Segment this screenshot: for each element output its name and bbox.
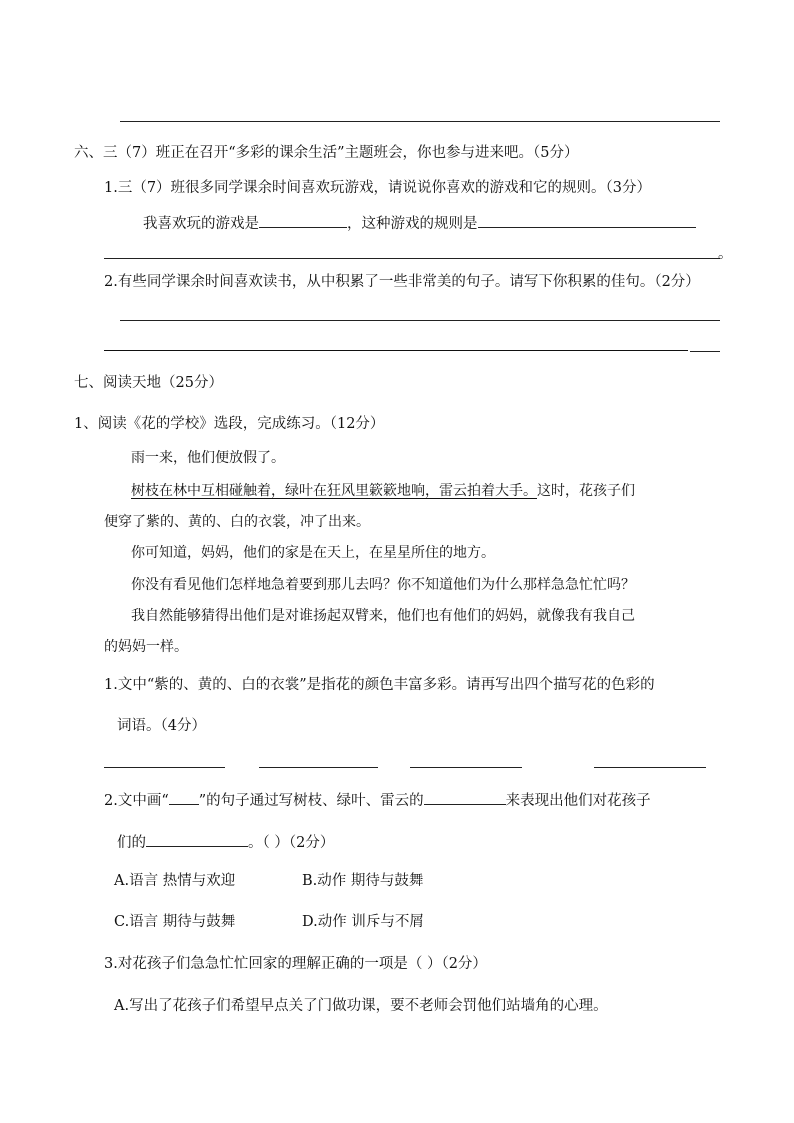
game-name-blank[interactable] [259,211,347,228]
sentence-answer-line-1[interactable] [120,320,720,321]
sentence-answer-line-2[interactable] [104,350,688,351]
r1-q2-part3: 来表现出他们对花孩子 [505,793,651,809]
r1-q2-line2-part1: 们的 [117,835,146,851]
underline-marker [169,792,199,805]
section-7-title: 七、阅读天地（25分） [74,375,223,391]
color-word-blank-1[interactable] [104,767,225,768]
r1-q2-option-c[interactable]: C.语言 期待与鼓舞 [114,914,236,930]
r1-q3-option-a[interactable]: A.写出了花孩子们希望早点关了门做功课，要不老师会罚他们站墙角的心理。 [114,998,608,1014]
r1-q2-line2-part2: 。（ ）（2分） [248,835,335,851]
s6-q1-end-mark: 。 [718,246,733,262]
r1-q2-option-b[interactable]: B.动作 期待与鼓舞 [302,873,424,889]
q2-feeling-blank[interactable] [146,830,248,847]
passage-p2-line1 [131,481,635,501]
s6-q2-text: 2.有些同学课余时间喜欢读书，从中积累了一些非常美的句子。请写下你积累的佳句。（2分） [104,274,700,290]
r1-q3-text: 3.对花孩子们急急忙忙回家的理解正确的一项是（ ）（2分） [104,956,487,972]
passage-p5-line2: 的妈妈一样。 [104,639,188,655]
passage-underlined-sentence: 树枝在林中互相碰触着，绿叶在狂风里簌簌地响，雷云拍着大手。 [131,483,537,499]
r1-q2-line2 [117,830,334,853]
q2-means-blank[interactable] [424,788,506,805]
r1-q2-option-d[interactable]: D.动作 训斥与不屑 [302,914,424,930]
passage-p4: 你没有看见他们怎样地急着要到那儿去吗？你不知道他们为什么那样急急忙忙吗？ [131,577,635,593]
r1-q1-line1: 1.文中“紫的、黄的、白的衣裳”是指花的颜色丰富多彩。请再写出四个描写花的色彩的 [104,677,655,693]
sentence-answer-line-2-tail[interactable] [690,351,720,352]
reading-1-title: 1、阅读《花的学校》选段，完成练习。（12分） [74,416,385,432]
r1-q2-line1 [104,788,651,811]
passage-p1: 雨一来，他们便放假了。 [131,450,285,466]
s6-q1-fill-a: 我喜欢玩的游戏是 [143,216,259,232]
r1-q1-line2: 词语。（4分） [117,718,206,734]
color-word-blank-3[interactable] [410,767,522,768]
s6-q1-text: 1.三（7）班很多同学课余时间喜欢玩游戏，请说说你喜欢的游戏和它的规则。（3分） [104,180,652,196]
r1-q2-part2: ”的句子通过写树枝、绿叶、雷云的 [198,793,424,809]
passage-p2-line2: 便穿了紫的、黄的、白的衣裳，冲了出来。 [104,514,370,530]
s6-q1-fill-b: ，这种游戏的规则是 [347,216,478,232]
color-word-blank-2[interactable] [259,767,378,768]
s6-q1-fill-row [143,211,696,234]
passage-p3: 你可知道，妈妈，他们的家是在天上，在星星所住的地方。 [131,545,495,561]
passage-p5-line1: 我自然能够猜得出他们是对谁扬起双臂来，他们也有他们的妈妈，就像我有我自己 [131,608,635,624]
game-rule-blank[interactable] [478,211,696,228]
game-rule-line-2[interactable] [104,258,720,259]
section-6-title: 六、三（7）班正在召开“多彩的课余生活”主题班会，你也参与进来吧。（5分） [74,145,579,161]
r1-q2-option-a[interactable]: A.语言 热情与欢迎 [114,873,236,889]
answer-line-top [120,121,720,122]
passage-p2-rest: 这时，花孩子们 [537,483,635,499]
r1-q2-part1: 2.文中画“ [104,793,169,809]
color-word-blank-4[interactable] [594,767,706,768]
